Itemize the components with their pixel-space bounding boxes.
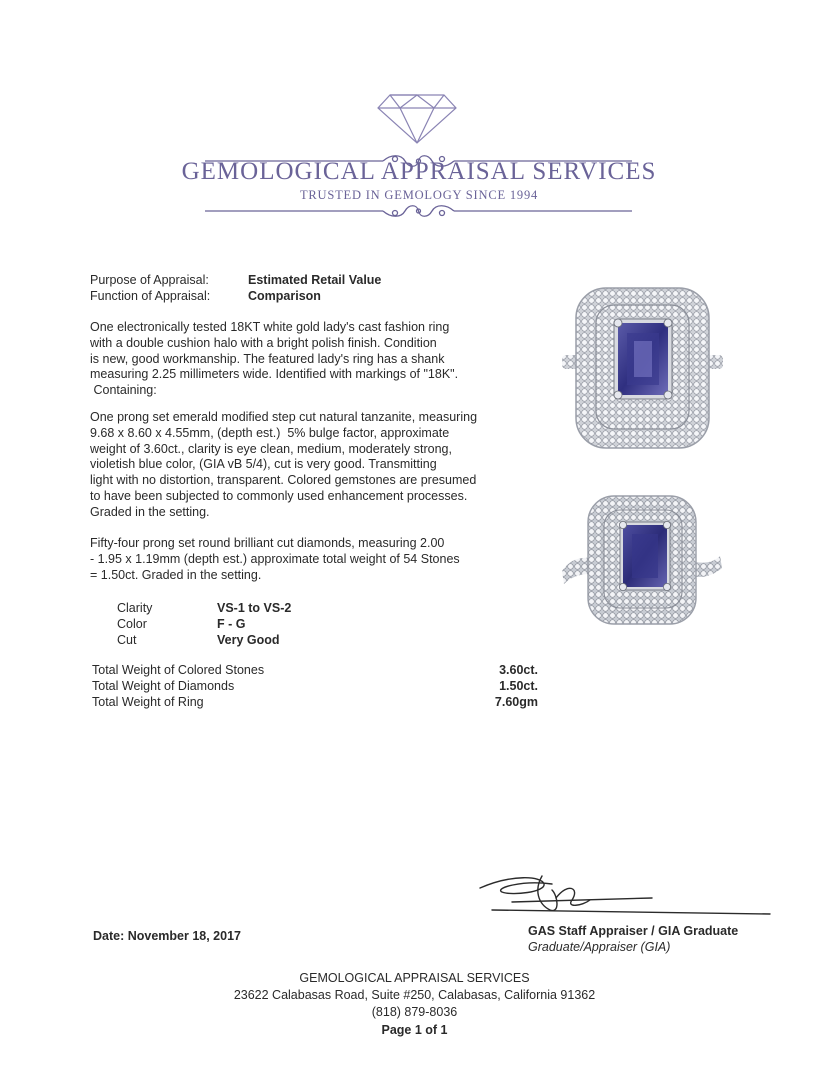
text-line: One electronically tested 18KT white gold lady's cast fashion ring: [90, 320, 450, 334]
text-line: light with no distortion, transparent. Colored gemstones are presumed: [90, 473, 477, 488]
total-label-ring: Total Weight of Ring: [92, 695, 204, 709]
grading-value-clarity: VS-1 to VS-2: [217, 601, 292, 615]
total-value-diamonds: 1.50ct.: [499, 679, 538, 693]
footer-address: 23622 Calabasas Road, Suite #250, Calabasas, California 91362: [233, 988, 596, 1002]
text-line: with a double cushion halo with a bright polish finish. Condition: [90, 335, 437, 350]
grading-label-color: Color: [117, 617, 147, 631]
appraisal-date: Date: November 18, 2017: [93, 929, 241, 943]
text-line: measuring 2.25 millimeters wide. Identified with markings of "18K".: [90, 367, 459, 382]
purpose-value: Estimated Retail Value: [248, 273, 382, 287]
text-line: = 1.50ct. Graded in the setting.: [90, 567, 262, 582]
function-label: Function of Appraisal:: [90, 289, 211, 303]
appraiser-title: GAS Staff Appraiser / GIA Graduate: [528, 924, 739, 938]
page-number: Page 1 of 1: [381, 1023, 448, 1037]
appraiser-signature: [472, 870, 772, 922]
diamond-logo-icon: [376, 93, 458, 145]
total-label-diamonds: Total Weight of Diamonds: [92, 679, 235, 693]
text-line: - 1.95 x 1.19mm (depth est.) approximate total weight of 54 Stones: [90, 551, 460, 566]
footer-company: GEMOLOGICAL APPRAISAL SERVICES: [299, 971, 530, 985]
grading-label-clarity: Clarity: [117, 601, 153, 615]
text-line: violetish blue color, (GIA vB 5/4), cut is very good. Transmitting: [90, 457, 437, 472]
ring-photo-top: [560, 283, 725, 453]
text-line: Graded in the setting.: [90, 504, 210, 519]
total-label-colored-stones: Total Weight of Colored Stones: [92, 663, 265, 677]
company-tagline: TRUSTED IN GEMOLOGY SINCE 1994: [299, 188, 539, 202]
text-line: Containing:: [90, 383, 157, 398]
ring-description: [90, 320, 520, 399]
ornament-divider-bottom: [205, 203, 632, 219]
tanzanite-description: [90, 410, 520, 521]
grading-value-color: F - G: [217, 617, 246, 631]
text-line: weight of 3.60ct., clarity is eye clean, medium, moderately strong,: [90, 441, 452, 456]
ring-photo-angle: [560, 486, 725, 636]
function-value: Comparison: [248, 289, 321, 303]
appraiser-credential: Graduate/Appraiser (GIA): [528, 940, 671, 954]
total-value-colored-stones: 3.60ct.: [499, 663, 538, 677]
total-value-ring: 7.60gm: [494, 695, 538, 709]
text-line: One prong set emerald modified step cut natural tanzanite, measuring: [90, 410, 478, 424]
grading-label-cut: Cut: [117, 633, 137, 647]
diamonds-description: [90, 536, 520, 583]
footer-phone: (818) 879-8036: [371, 1005, 458, 1019]
grading-value-cut: Very Good: [217, 633, 280, 647]
text-line: to have been subjected to commonly used enhancement processes.: [90, 488, 468, 503]
company-name: GEMOLOGICAL APPRAISAL SERVICES: [181, 158, 657, 185]
text-line: Fifty-four prong set round brilliant cut diamonds, measuring 2.00: [90, 536, 445, 550]
purpose-label: Purpose of Appraisal:: [90, 273, 209, 287]
text-line: 9.68 x 8.60 x 4.55mm, (depth est.) 5% bulge factor, approximate: [90, 425, 450, 440]
text-line: is new, good workmanship. The featured lady's ring has a shank: [90, 351, 445, 366]
